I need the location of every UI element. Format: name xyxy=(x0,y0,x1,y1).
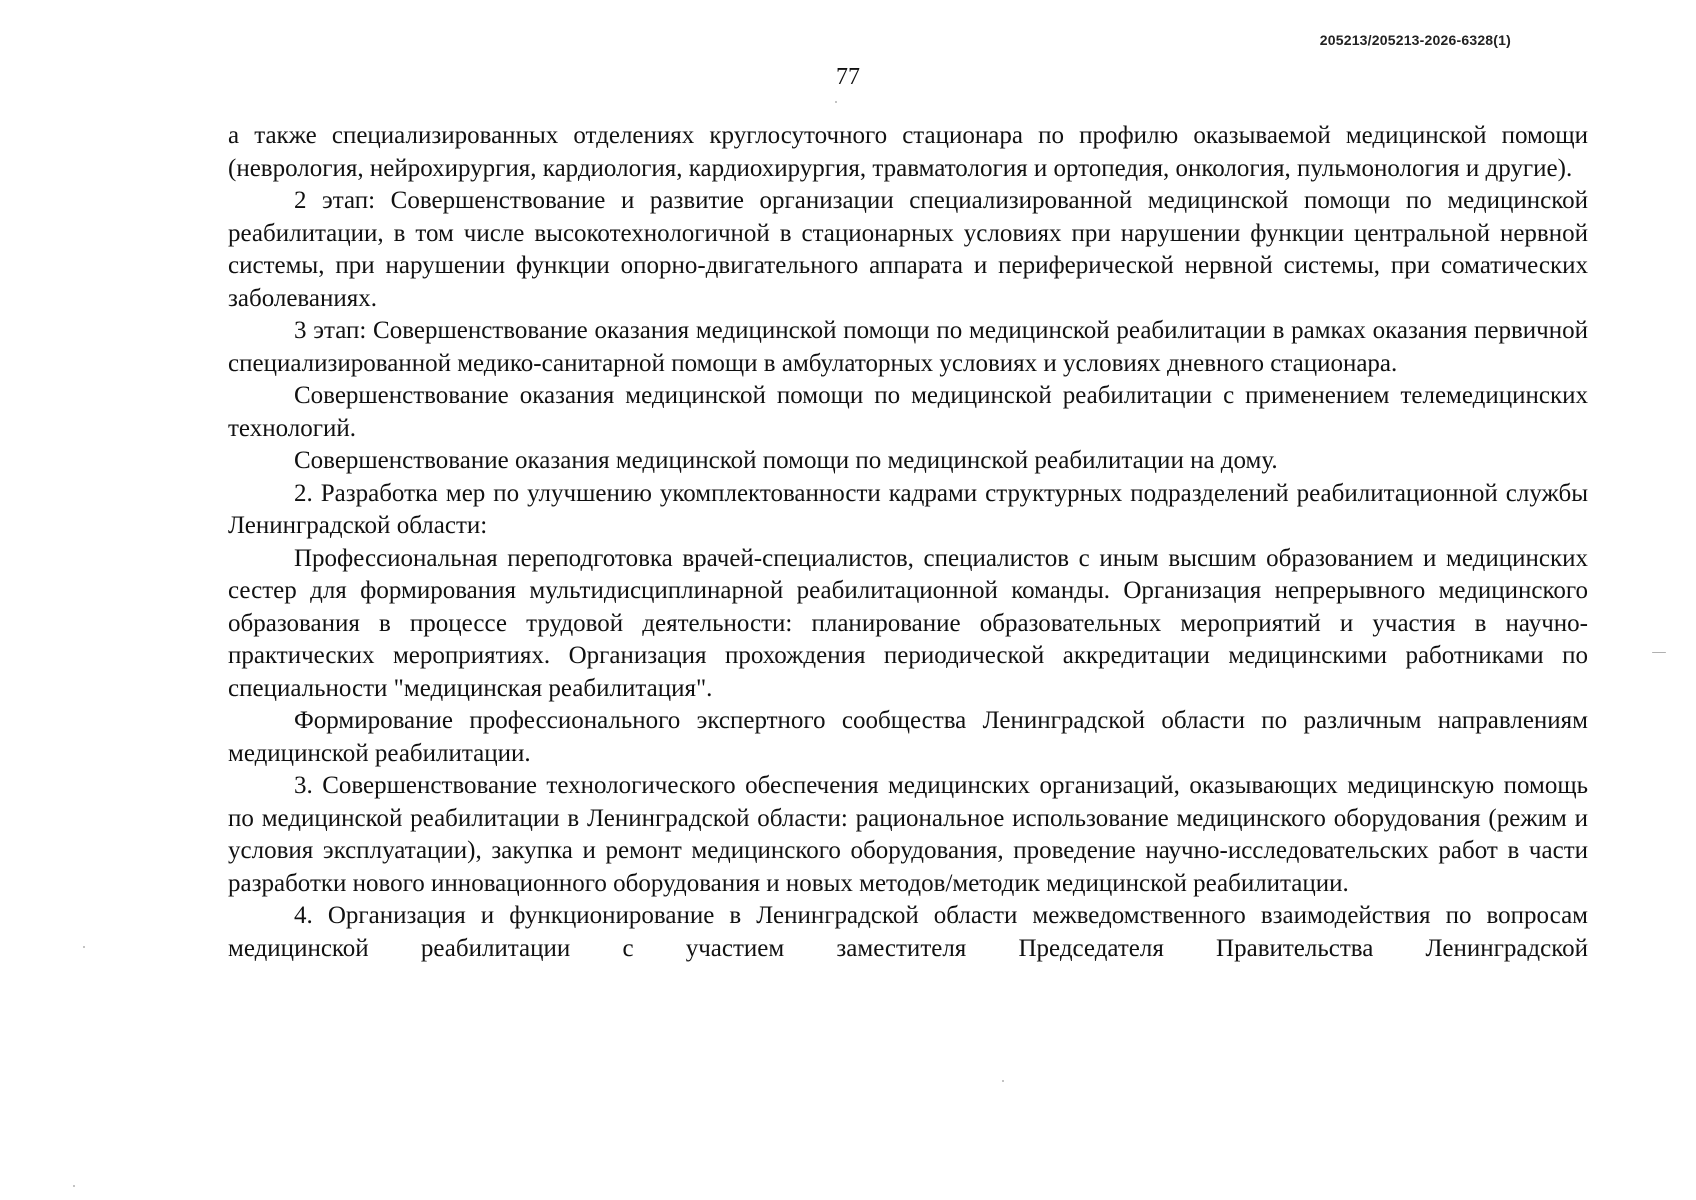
paragraph: 3. Совершенствование технологического обеспечения медицинских организаций, оказывающих медицинскую помощь по медицинской реабилитации в Ленинградской области: рациональное использование медицинского оборудования (режим и условия эксплуатации), закупка и ремонт медицинского оборудования, проведение научно-исследовательских работ в части разработки нового инновационного оборудования и новых методов/методик медицинской реабилитации. xyxy=(228,772,1588,897)
paragraph: Формирование профессионального экспертного сообщества Ленинградской области по различным направлениям медицинской реабилитации. xyxy=(228,707,1588,767)
paragraph: 4. Организация и функционирование в Ленинградской области межведомственного взаимодействия по вопросам медицинской реабилитации с участием заместителя Председателя Правительства Ленинградской xyxy=(228,902,1588,962)
paragraph: Совершенствование оказания медицинской помощи по медицинской реабилитации с применением телемедицинских технологий. xyxy=(228,382,1588,442)
scan-speck xyxy=(835,101,837,103)
paragraph: Профессиональная переподготовка врачей-специалистов, специалистов с иным высшим образованием и медицинских сестер для формирования мультидисциплинарной реабилитационной команды. Организация непрерывного медицинского образования в процессе трудовой деятельности: планирование образовательных мероприятий и участия в научно-практических мероприятиях. Организация прохождения периодической аккредитации медицинскими работниками по специальности "медицинская реабилитация". xyxy=(228,544,1588,702)
scan-speck xyxy=(83,946,85,948)
scan-speck xyxy=(1652,652,1666,653)
paragraph: 2 этап: Совершенствование и развитие организации специализированной медицинской помощи по медицинской реабилитации, в том числе высокотехнологичной в стационарных условиях при нарушении функции центральной нервной системы, при нарушении функции опорно-двигательного аппарата и периферической нервной системы, при соматических заболеваниях. xyxy=(228,187,1588,312)
paragraph: 3 этап: Совершенствование оказания медицинской помощи по медицинской реабилитации в рамках оказания первичной специализированной медико-санитарной помощи в амбулаторных условиях и условиях дневного стационара. xyxy=(228,317,1588,377)
document-body xyxy=(228,120,1588,965)
page-number: 77 xyxy=(836,64,860,90)
paragraph: а также специализированных отделениях круглосуточного стационара по профилю оказываемой медицинской помощи (неврология, нейрохирургия, кардиология, кардиохирургия, травматология и ортопедия, онкология, пульмонология и другие). xyxy=(228,122,1588,182)
scan-speck xyxy=(1002,1080,1004,1082)
document-id: 205213/205213-2026-6328(1) xyxy=(1319,32,1511,48)
paragraph: 2. Разработка мер по улучшению укомплектованности кадрами структурных подразделений реабилитационной службы Ленинградской области: xyxy=(228,479,1588,539)
paragraph: Совершенствование оказания медицинской помощи по медицинской реабилитации на дому. xyxy=(294,447,1278,474)
scan-speck xyxy=(73,1185,75,1187)
